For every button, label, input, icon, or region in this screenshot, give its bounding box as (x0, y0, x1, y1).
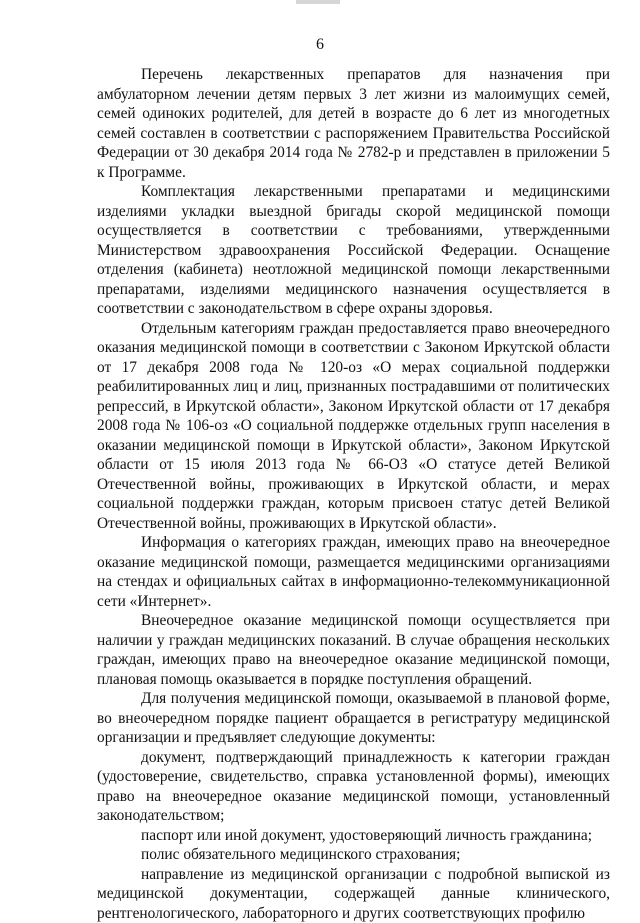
list-item-category-document: документ, подтверждающий принадлежность к категории граждан (удостоверение, свидетельство, справка установленной формы), имеющих право на внеочередное оказание медицинской помощи, установленный законодательством; (97, 748, 610, 826)
scan-artifact (296, 0, 340, 4)
paragraph-ambulance-kit: Комплектация лекарственными препаратами и медицинскими изделиями укладки выездной бригады скорой медицинской помощи осуществляется в соответствии с требованиями, утвержденными Министерством здравоохранения Российской Федерации. Оснащение отделения (кабинета) неотложной медицинской помощи лекарственными препаратами, изделиями медицинского назначения осуществляется в соответствии с законодательством в сфере охраны здоровья. (97, 182, 610, 319)
page-number: 6 (0, 36, 640, 54)
paragraph-drug-list: Перечень лекарственных препаратов для назначения при амбулаторном лечении детям первых 3 лет жизни из малоимущих семей, семей одиноких родителей, для детей в возрасте до 6 лет из многодетных семей составлен в соответствии с распоряжением Правительства Российской Федерации от 30 декабря 2014 года № 2782-р и представлен в приложении 5 к Программе. (97, 65, 610, 182)
paragraph-required-documents: Для получения медицинской помощи, оказываемой в плановой форме, во внеочередном порядке пациент обращается в регистратуру медицинской организации и предъявляет следующие документы: (97, 689, 610, 748)
paragraph-category-information: Информация о категориях граждан, имеющих право на внеочередное оказание медицинской помощи, размещается медицинскими организациями на стендах и официальных сайтах в информационно-телекоммуникационной сети «Интернет». (97, 533, 610, 611)
list-item-insurance-policy: полис обязательного медицинского страхования; (97, 845, 610, 865)
list-item-passport: паспорт или иной документ, удостоверяющий личность гражданина; (97, 826, 610, 846)
paragraph-priority-conditions: Внеочередное оказание медицинской помощи осуществляется при наличии у граждан медицинских показаний. В случае обращения нескольких граждан, имеющих право на внеочередное оказание медицинской помощи, плановая помощь оказывается в порядке поступления обращений. (97, 611, 610, 689)
document-body (97, 65, 610, 923)
list-item-referral: направление из медицинской организации с подробной выпиской из медицинской документации, содержащей данные клинического, рентгенологического, лабораторного и других соответствующих профилю (97, 865, 610, 923)
paragraph-priority-categories: Отдельным категориям граждан предоставляется право внеочередного оказания медицинской помощи в соответствии с Законом Иркутской области от 17 декабря 2008 года № 120-оз «О мерах социальной поддержки реабилитированных лиц и лиц, признанных пострадавшими от политических репрессий, в Иркутской области», Законом Иркутской области от 17 декабря 2008 года № 106-оз «О социальной поддержке отдельных групп населения в оказании медицинской помощи в Иркутской области», Законом Иркутской области от 15 июля 2013 года № 66-ОЗ «О статусе детей Великой Отечественной войны, проживающих в Иркутской области, и мерах социальной поддержки граждан, которым присвоен статус детей Великой Отечественной войны, проживающих в Иркутской области». (97, 319, 610, 534)
